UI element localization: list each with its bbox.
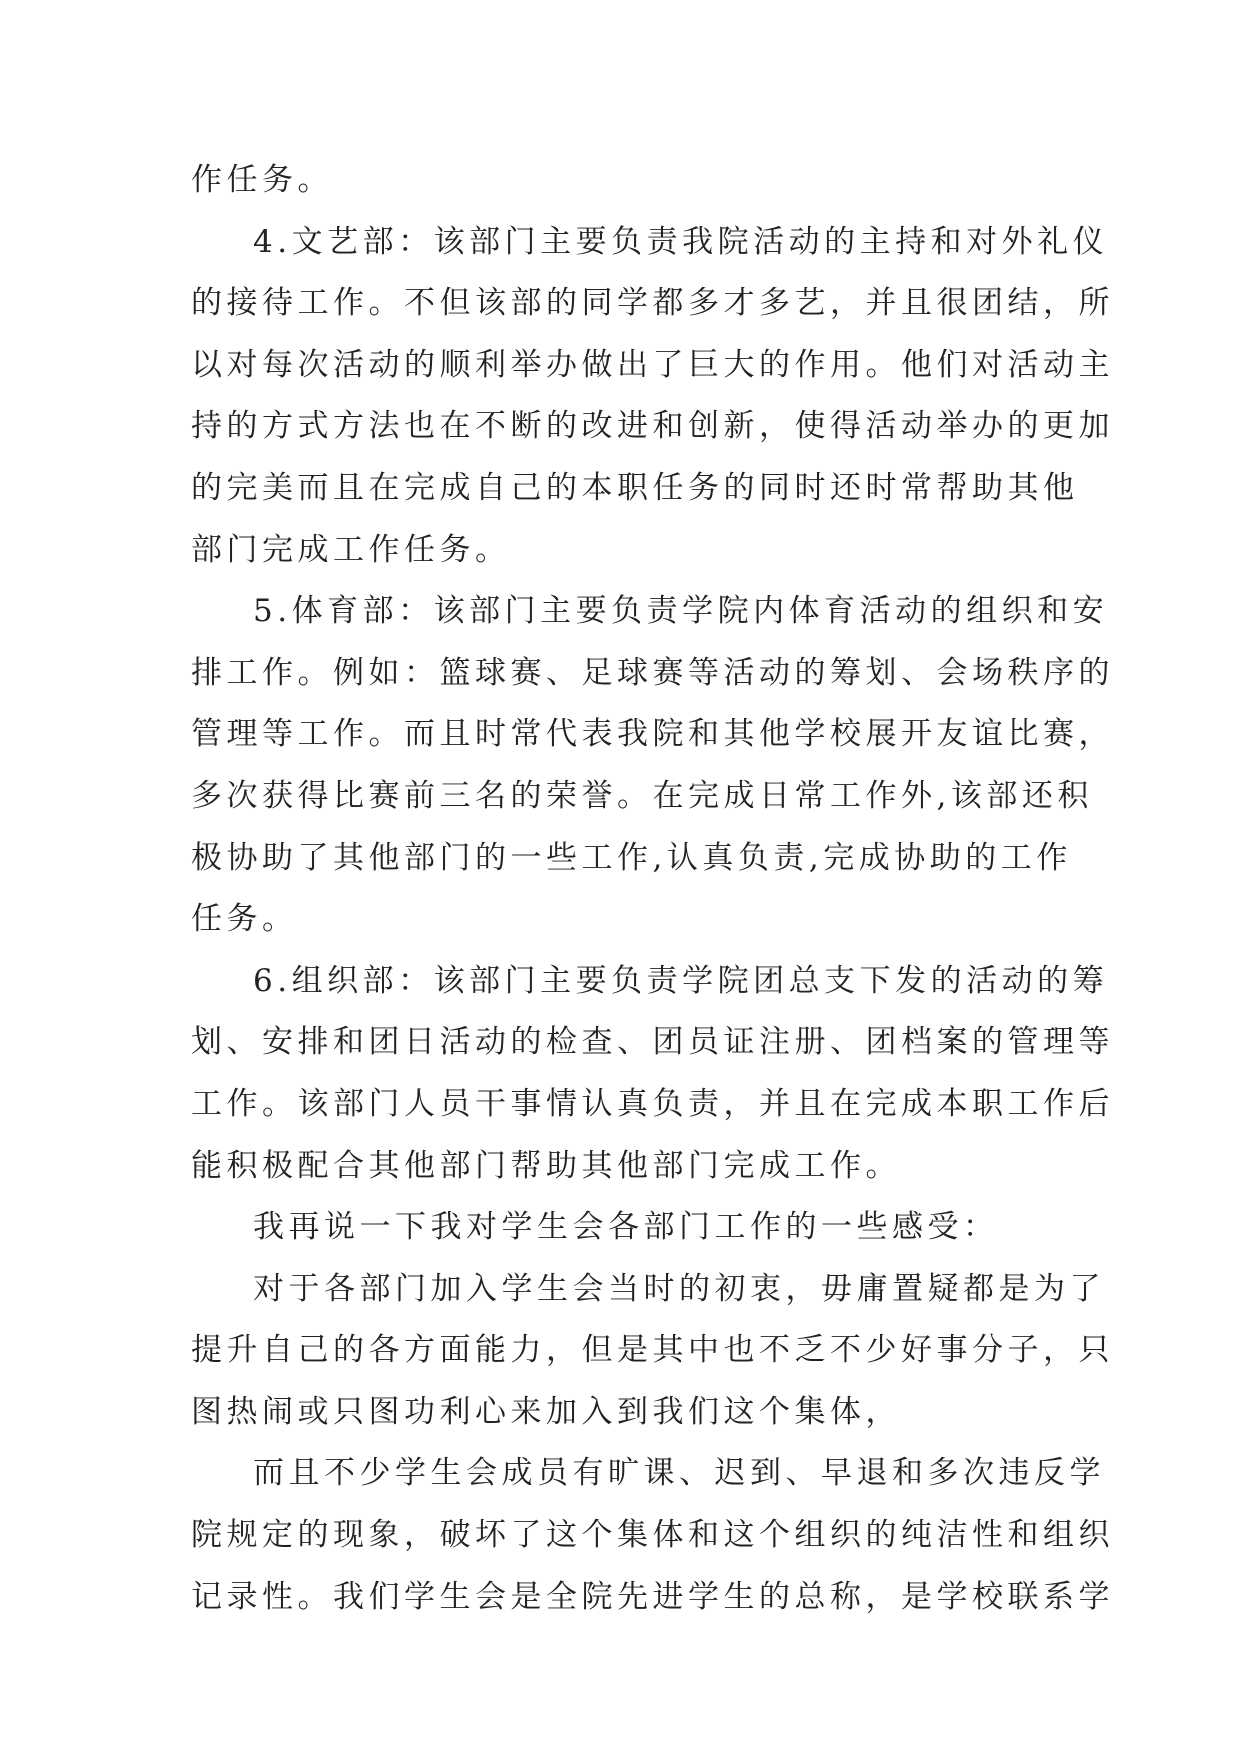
text-line: 而且不少学生会成员有旷课、迟到、早退和多次违反学 <box>253 1455 1105 1492</box>
text-line: 作任务。 <box>191 162 333 198</box>
text-line: 对于各部门加入学生会当时的初衷，毋庸置疑都是为了 <box>253 1270 1105 1307</box>
document-body <box>191 150 1114 1628</box>
text-line: 的接待工作。不但该部的同学都多才多艺，并且很团结，所 <box>191 285 1114 322</box>
text-line: 记录性。我们学生会是全院先进学生的总称，是学校联系学 <box>191 1578 1114 1615</box>
text-line: 管理等工作。而且时常代表我院和其他学校展开友谊比赛， <box>191 716 1114 753</box>
text-line: 图热闹或只图功利心来加入到我们这个集体， <box>191 1393 901 1430</box>
text-line: 6.组织部：该部门主要负责学院团总支下发的活动的筹 <box>253 962 1109 999</box>
text-line: 院规定的现象，破坏了这个集体和这个组织的纯洁性和组织 <box>191 1517 1114 1554</box>
text-line: 多次获得比赛前三名的荣誉。在完成日常工作外,该部还积 <box>191 777 1093 814</box>
text-line: 以对每次活动的顺利举办做出了巨大的作用。他们对活动主 <box>191 346 1114 383</box>
text-line: 提升自己的各方面能力，但是其中也不乏不少好事分子，只 <box>191 1332 1114 1369</box>
text-line: 划、安排和团日活动的检查、团员证注册、团档案的管理等 <box>191 1024 1114 1061</box>
text-line: 任务。 <box>191 901 298 938</box>
text-line: 排工作。例如：篮球赛、足球赛等活动的筹划、会场秩序的 <box>191 654 1114 691</box>
text-line: 我再说一下我对学生会各部门工作的一些感受： <box>253 1209 999 1246</box>
text-line: 5.体育部：该部门主要负责学院内体育活动的组织和安 <box>253 593 1109 630</box>
text-line: 能积极配合其他部门帮助其他部门完成工作。 <box>191 1147 901 1184</box>
text-line: 部门完成工作任务。 <box>191 531 511 568</box>
text-line: 持的方式方法也在不断的改进和创新，使得活动举办的更加 <box>191 408 1114 445</box>
text-line: 4.文艺部：该部门主要负责我院活动的主持和对外礼仪 <box>253 223 1109 260</box>
text-line: 工作。该部门人员干事情认真负责，并且在完成本职工作后 <box>191 1085 1114 1122</box>
text-line: 的完美而且在完成自己的本职任务的同时还时常帮助其他 <box>191 469 1079 506</box>
text-line: 极协助了其他部门的一些工作,认真负责,完成协助的工作 <box>191 839 1072 876</box>
